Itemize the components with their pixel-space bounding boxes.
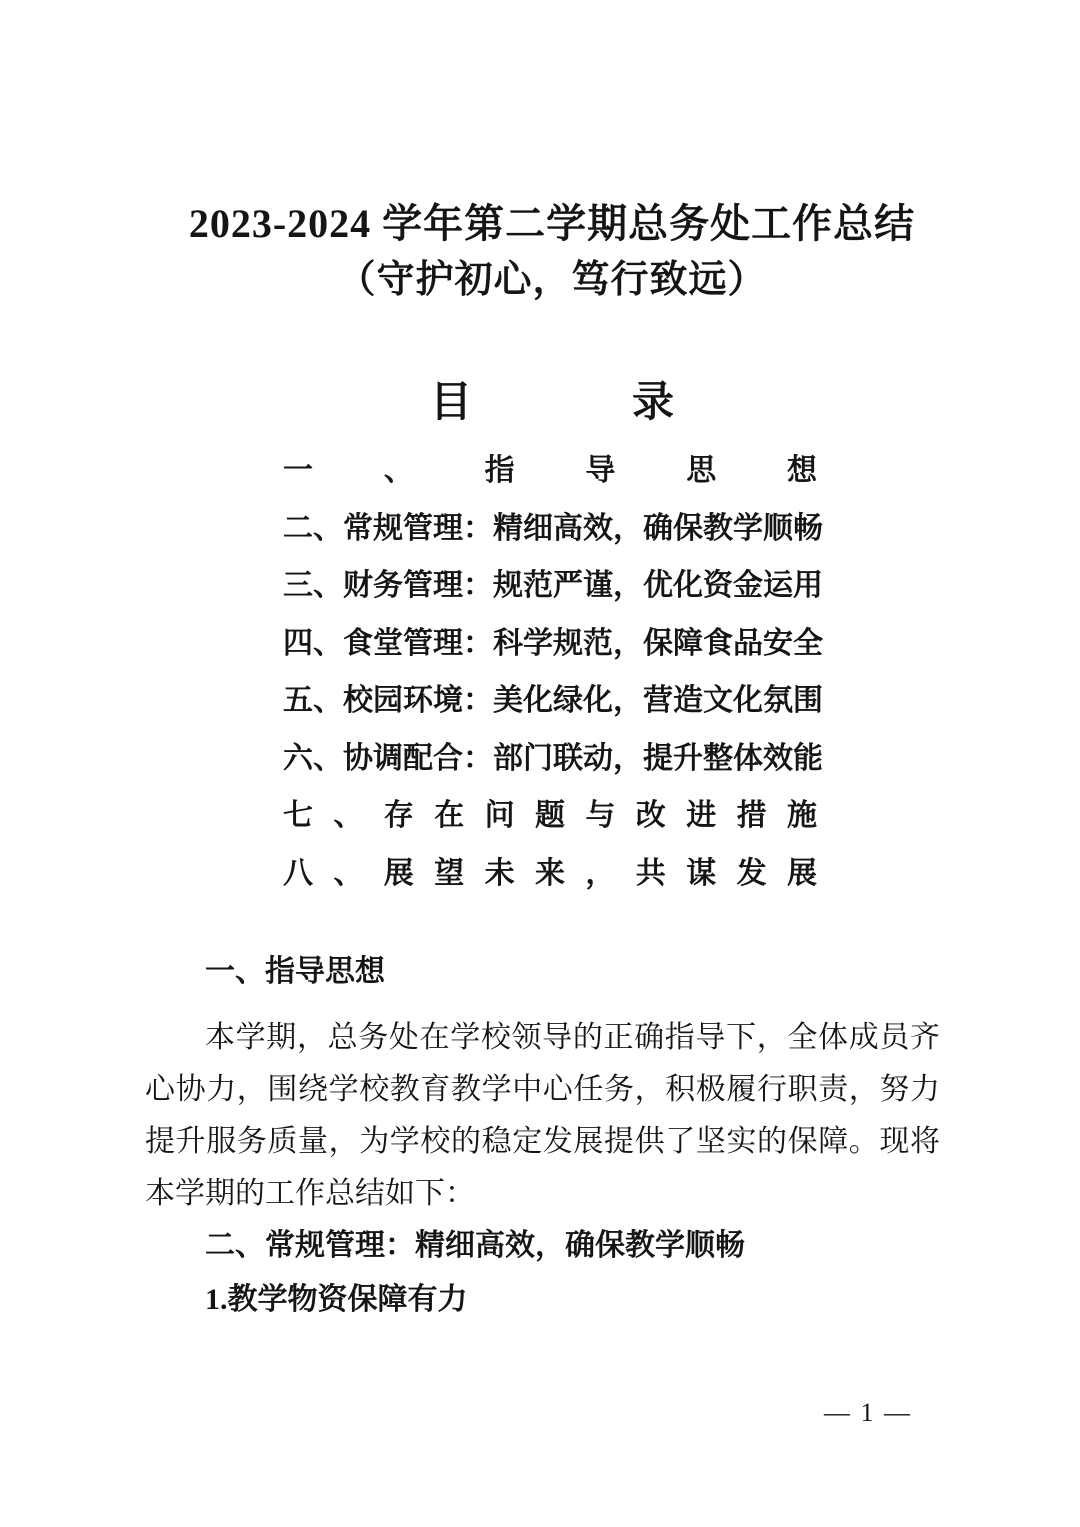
toc-item-8: 八、展望未来，共谋发展 xyxy=(283,856,817,890)
toc-item-7: 七、存在问题与改进措施 xyxy=(283,799,817,832)
section1-paragraph: 本学期，总务处在学校领导的正确指导下，全体成员齐心协力，围绕学校教育教学中心任务，积极履行职责，努力提升服务质量，为学校的稳定发展提供了坚实的保障。现将本学期的工作总结如下： xyxy=(145,1021,940,1210)
page-number: — 1 — xyxy=(824,1398,912,1427)
toc-heading-char-right: 录 xyxy=(631,380,674,426)
toc-item-6: 六、协调配合：部门联动，提升整体效能 xyxy=(283,741,823,775)
toc-item-5: 五、校园环境：美化绿化，营造文化氛围 xyxy=(283,684,823,717)
toc-item-3: 三、财务管理：规范严谨，优化资金运用 xyxy=(283,569,823,602)
page-title: 2023-2024 学年第二学期总务处工作总结 xyxy=(188,201,916,246)
toc-item-4: 四、食堂管理：科学规范，保障食品安全 xyxy=(283,626,823,660)
toc-heading-char-left: 目 xyxy=(430,380,473,426)
section-heading-guiding-ideology: 一、指导思想 xyxy=(205,955,385,988)
toc-heading xyxy=(430,374,674,432)
page-content xyxy=(24,0,1080,1326)
subsection-heading-teaching-supplies: 1.教学物资保障有力 xyxy=(205,1283,468,1316)
toc-item-1: 一、指导思想 xyxy=(283,454,817,487)
section-heading-routine-management: 二、常规管理：精细高效，确保教学顺畅 xyxy=(205,1229,745,1262)
document-body xyxy=(145,946,940,1326)
toc-item-2: 二、常规管理：精细高效，确保教学顺畅 xyxy=(283,511,823,545)
toc-list xyxy=(283,442,823,902)
page-subtitle: （守护初心，笃行致远） xyxy=(337,259,767,301)
